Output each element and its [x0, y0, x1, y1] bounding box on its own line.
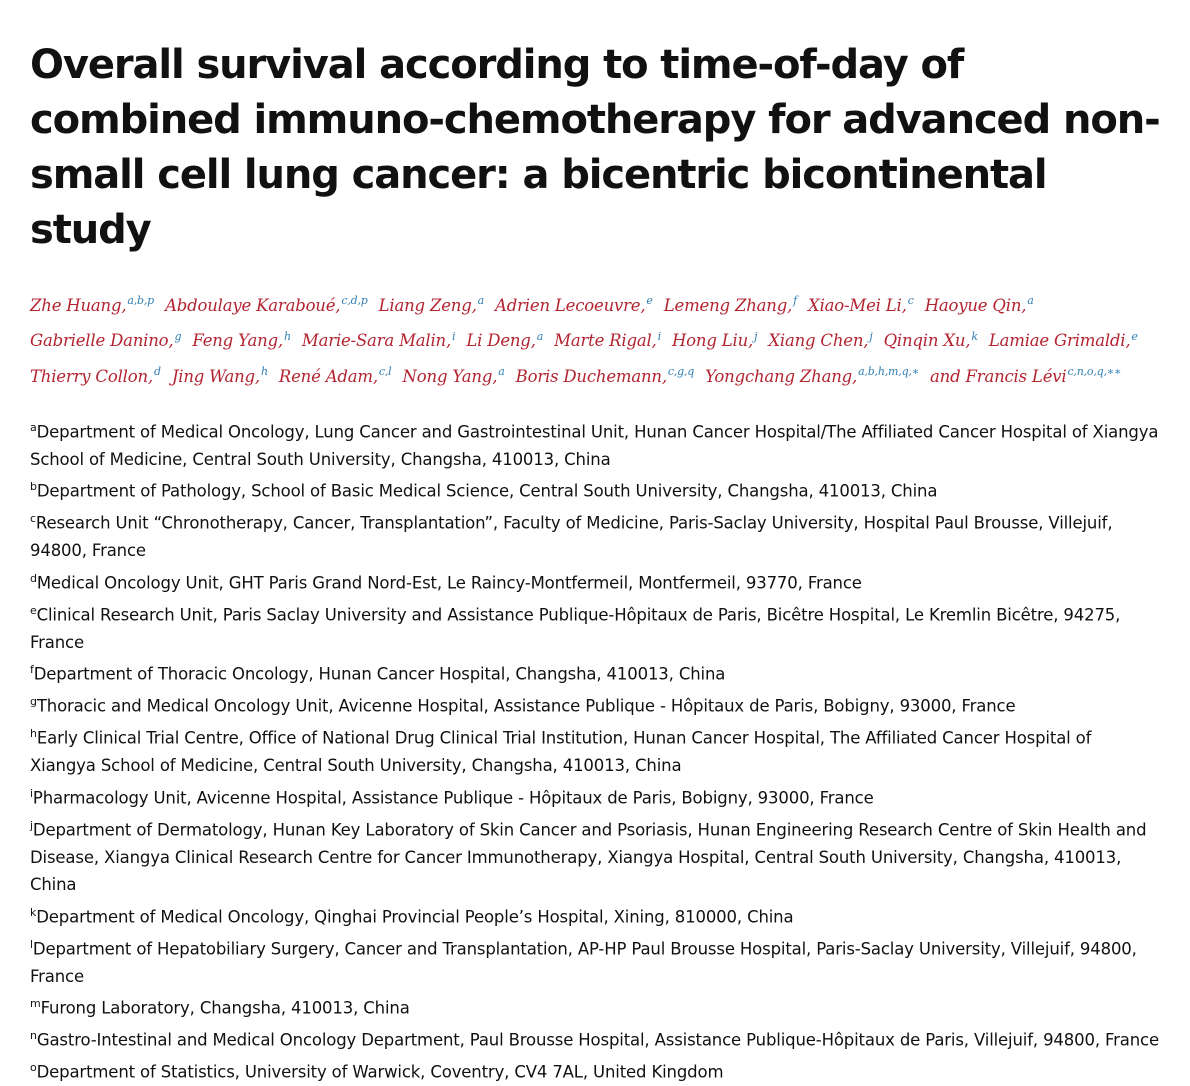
- affiliation-letter: g: [30, 695, 37, 708]
- author-name-text: Marte Rigal,: [554, 331, 656, 350]
- author-name[interactable]: [30, 367, 161, 386]
- affiliation-letter: f: [30, 663, 34, 676]
- author-affiliation-marker[interactable]: f: [793, 294, 797, 307]
- affiliation-item: [30, 656, 1160, 688]
- author-affiliation-marker[interactable]: a: [537, 330, 543, 343]
- author-name-text: Boris Duchemann,: [516, 367, 667, 386]
- author-name[interactable]: [30, 331, 181, 350]
- affiliation-item: [30, 414, 1160, 474]
- author-name-text: Xiang Chen,: [768, 331, 868, 350]
- author-name[interactable]: [989, 331, 1138, 350]
- affiliation-item: [30, 473, 1160, 505]
- affiliation-text: Medical Oncology Unit, GHT Paris Grand Nord-Est, Le Raincy-Montfermeil, Montfermeil, 93770, France: [37, 573, 862, 592]
- author-name-text: Hong Liu,: [672, 331, 753, 350]
- author-affiliation-marker[interactable]: c,g,q: [668, 365, 694, 378]
- affiliation-item: [30, 812, 1160, 899]
- author-affiliation-marker[interactable]: g: [174, 330, 181, 343]
- affiliation-letter: h: [30, 727, 37, 740]
- author-name-text: Jing Wang,: [172, 367, 260, 386]
- affiliation-letter: o: [30, 1061, 37, 1074]
- author-affiliation-marker[interactable]: c,l: [379, 365, 392, 378]
- author-name-text: Liang Zeng,: [379, 296, 477, 315]
- affiliation-letter: e: [30, 604, 37, 617]
- affiliation-text: Thoracic and Medical Oncology Unit, Avicenne Hospital, Assistance Publique - Hôpitaux de Paris, Bobigny, 93000, France: [37, 697, 1016, 716]
- author-affiliation-marker[interactable]: c,d,p: [341, 294, 367, 307]
- author-affiliation-marker[interactable]: a: [478, 294, 484, 307]
- affiliation-letter: d: [30, 572, 37, 585]
- author-name-text: and Francis Lévi: [930, 367, 1066, 386]
- author-affiliation-marker[interactable]: j: [869, 330, 872, 343]
- affiliation-letter: a: [30, 421, 37, 434]
- affiliation-text: Department of Hepatobiliary Surgery, Cancer and Transplantation, AP-HP Paul Brousse Hospital, Paris-Saclay University, Villejuif, 94800, France: [30, 939, 1137, 986]
- author-affiliation-marker[interactable]: h: [284, 330, 291, 343]
- author-affiliation-marker[interactable]: j: [754, 330, 757, 343]
- author-affiliation-marker[interactable]: i: [658, 330, 661, 343]
- author-name[interactable]: [466, 331, 543, 350]
- affiliation-text: Clinical Research Unit, Paris Saclay University and Assistance Publique-Hôpitaux de Paris, Bicêtre Hospital, Le Kremlin Bicêtre, 94275, France: [30, 605, 1120, 652]
- author-name-text: Gabrielle Danino,: [30, 331, 173, 350]
- author-name[interactable]: [403, 367, 505, 386]
- affiliation-text: Department of Medical Oncology, Lung Cancer and Gastrointestinal Unit, Hunan Cancer Hospital/The Affiliated Cancer Hospital of Xiangya School of Medicine, Central South University, Changsha, 410013, China: [30, 422, 1158, 469]
- author-name-text: Feng Yang,: [192, 331, 283, 350]
- affiliation-text: Gastro-Intestinal and Medical Oncology Department, Paul Brousse Hospital, Assistance Publique-Hôpitaux de Paris, Villejuif, 94800, France: [37, 1031, 1159, 1050]
- affiliation-item: [30, 688, 1160, 720]
- affiliation-letter: j: [30, 819, 33, 832]
- affiliation-item: [30, 780, 1160, 812]
- affiliation-item: [30, 720, 1160, 780]
- affiliation-text: Department of Pathology, School of Basic Medical Science, Central South University, Changsha, 410013, China: [37, 482, 937, 501]
- author-name-text: René Adam,: [279, 367, 378, 386]
- author-name-text: Marie-Sara Malin,: [302, 331, 451, 350]
- author-name[interactable]: [884, 331, 978, 350]
- affiliation-letter: k: [30, 906, 36, 919]
- affiliation-text: Department of Medical Oncology, Qinghai Provincial People’s Hospital, Xining, 810000, China: [36, 907, 793, 926]
- affiliation-list: [30, 414, 1160, 1086]
- affiliation-text: Research Unit “Chronotherapy, Cancer, Transplantation”, Faculty of Medicine, Paris-Saclay University, Hospital Paul Brousse, Villejuif, 94800, France: [30, 514, 1112, 561]
- affiliation-letter: c: [30, 512, 36, 525]
- affiliation-text: Department of Statistics, University of Warwick, Coventry, CV4 7AL, United Kingdom: [37, 1063, 724, 1082]
- affiliation-letter: l: [30, 938, 33, 951]
- author-name-text: Li Deng,: [466, 331, 535, 350]
- affiliation-letter: i: [30, 787, 33, 800]
- author-name-text: Abdoulaye Karaboué,: [165, 296, 340, 315]
- affiliation-letter: b: [30, 480, 37, 493]
- affiliation-text: Early Clinical Trial Centre, Office of National Drug Clinical Trial Institution, Hunan Cancer Hospital, The Affiliated Cancer Hospital of Xiangya School of Medicine, Central South University, Changsha, 410013, China: [30, 729, 1091, 776]
- author-affiliation-marker[interactable]: h: [261, 365, 268, 378]
- author-name-text: Zhe Huang,: [30, 296, 126, 315]
- author-affiliation-marker[interactable]: e: [1131, 330, 1137, 343]
- affiliation-item: [30, 597, 1160, 657]
- author-affiliation-marker[interactable]: e: [646, 294, 652, 307]
- affiliation-text: Department of Dermatology, Hunan Key Laboratory of Skin Cancer and Psoriasis, Hunan Engineering Research Centre of Skin Health and Disease, Xiangya Clinical Research Centre for Cancer Immunotherapy, Xiangya Hospital, Central South University, Changsha, 410013, China: [30, 820, 1146, 894]
- author-name[interactable]: [516, 367, 694, 386]
- author-name[interactable]: [192, 331, 291, 350]
- author-name-text: Xiao-Mei Li,: [808, 296, 907, 315]
- author-affiliation-marker[interactable]: c,n,o,q,∗∗: [1067, 365, 1121, 378]
- affiliation-letter: n: [30, 1029, 37, 1042]
- paper-title: Overall survival according to time-of-day of combined immuno-chemotherapy for advanced non-small cell lung cancer: a bicentric bicontinental study: [30, 0, 1160, 258]
- author-name-text: Yongchang Zhang,: [705, 367, 857, 386]
- affiliation-item: [30, 1054, 1160, 1086]
- author-affiliation-marker[interactable]: a: [1027, 294, 1033, 307]
- author-name[interactable]: [30, 296, 154, 315]
- affiliation-letter: m: [30, 997, 41, 1010]
- author-name[interactable]: [768, 331, 872, 350]
- author-name-text: Thierry Collon,: [30, 367, 153, 386]
- author-name[interactable]: [302, 331, 455, 350]
- author-name[interactable]: [172, 367, 268, 386]
- author-name-text: Adrien Lecoeuvre,: [495, 296, 645, 315]
- author-list: [30, 285, 1160, 392]
- author-affiliation-marker[interactable]: i: [452, 330, 455, 343]
- affiliation-item: [30, 1022, 1160, 1054]
- author-name[interactable]: [554, 331, 661, 350]
- author-affiliation-marker[interactable]: d: [154, 365, 161, 378]
- affiliation-item: [30, 505, 1160, 565]
- author-name[interactable]: [664, 296, 797, 315]
- author-name[interactable]: [495, 296, 653, 315]
- author-name-text: Lemeng Zhang,: [664, 296, 792, 315]
- author-affiliation-marker[interactable]: k: [971, 330, 977, 343]
- author-affiliation-marker[interactable]: c: [908, 294, 914, 307]
- affiliation-text: Pharmacology Unit, Avicenne Hospital, Assistance Publique - Hôpitaux de Paris, Bobigny, 93000, France: [33, 788, 874, 807]
- author-affiliation-marker[interactable]: a,b,h,m,q,∗: [858, 365, 919, 378]
- affiliation-text: Department of Thoracic Oncology, Hunan Cancer Hospital, Changsha, 410013, China: [34, 665, 725, 684]
- author-name[interactable]: [165, 296, 368, 315]
- author-name[interactable]: [925, 296, 1034, 315]
- author-affiliation-marker[interactable]: a,b,p: [127, 294, 154, 307]
- author-name-text: Haoyue Qin,: [925, 296, 1027, 315]
- author-name[interactable]: [672, 331, 757, 350]
- affiliation-item: [30, 899, 1160, 931]
- author-affiliation-marker[interactable]: a: [498, 365, 504, 378]
- author-name[interactable]: [379, 296, 484, 315]
- author-name-text: Nong Yang,: [403, 367, 498, 386]
- author-name[interactable]: [705, 367, 919, 386]
- author-name[interactable]: [279, 367, 392, 386]
- affiliation-item: [30, 931, 1160, 991]
- author-name-text: Lamiae Grimaldi,: [989, 331, 1131, 350]
- affiliation-item: [30, 565, 1160, 597]
- affiliation-item: [30, 990, 1160, 1022]
- author-name[interactable]: [808, 296, 914, 315]
- affiliation-text: Furong Laboratory, Changsha, 410013, China: [41, 999, 410, 1018]
- author-name[interactable]: [930, 367, 1121, 386]
- author-name-text: Qinqin Xu,: [884, 331, 971, 350]
